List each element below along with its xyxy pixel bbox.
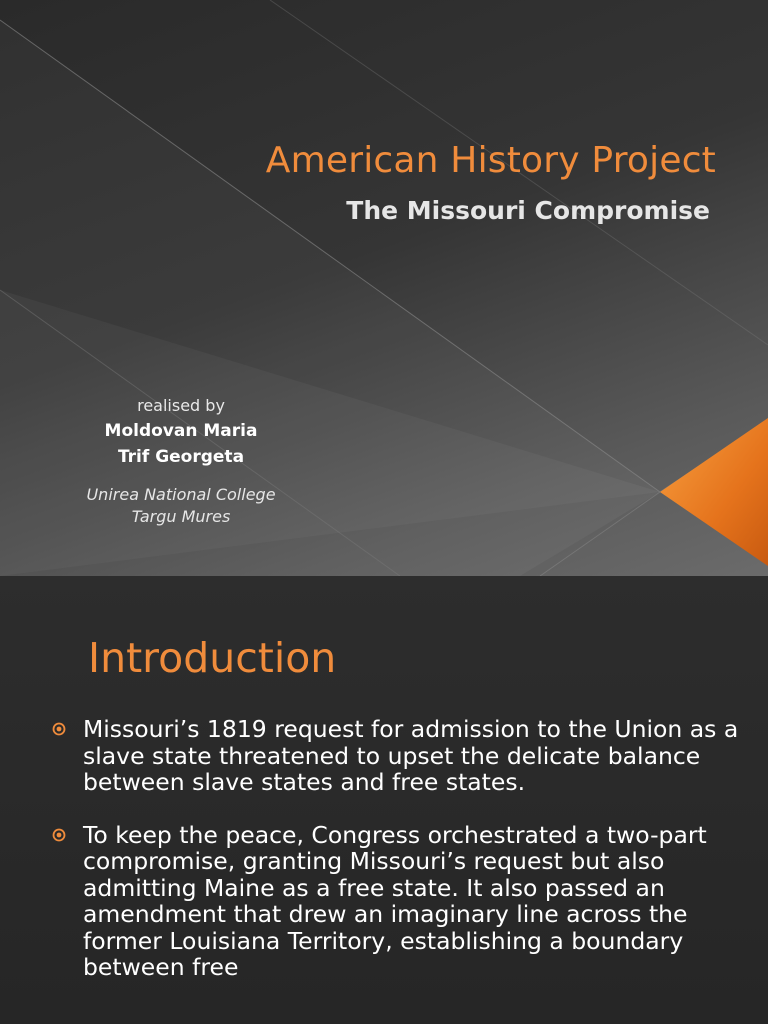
introduction-slide [0, 576, 768, 1024]
circle-dot-icon [52, 828, 66, 842]
list-item [52, 716, 742, 796]
presentation-title: American History Project [265, 140, 716, 181]
author-name: Moldovan Maria [104, 421, 258, 441]
school-city: Targu Mures [131, 507, 231, 526]
circle-dot-icon [52, 722, 66, 736]
realised-by-label: realised by [137, 396, 225, 415]
presentation-subtitle: The Missouri Compromise [346, 196, 710, 225]
bullet-list [52, 716, 742, 1007]
orange-accent-triangle [660, 418, 768, 566]
bullet-text: To keep the peace, Congress orchestrated a two-part compromise, granting Missouri’s request but also admitting Maine as a free state. It also passed an amendment that drew an imaginary line across the former Louisiana Territory, establishing a boundary between free [83, 820, 707, 981]
credits-block [66, 394, 296, 528]
school-name: Unirea National College [86, 485, 276, 504]
list-item [52, 822, 742, 981]
author-name: Trif Georgeta [117, 447, 245, 467]
bullet-text: Missouri’s 1819 request for admission to the Union as a slave state threatened to upset the delicate balance between slave states and free states. [83, 715, 739, 796]
introduction-heading: Introduction [88, 634, 337, 682]
